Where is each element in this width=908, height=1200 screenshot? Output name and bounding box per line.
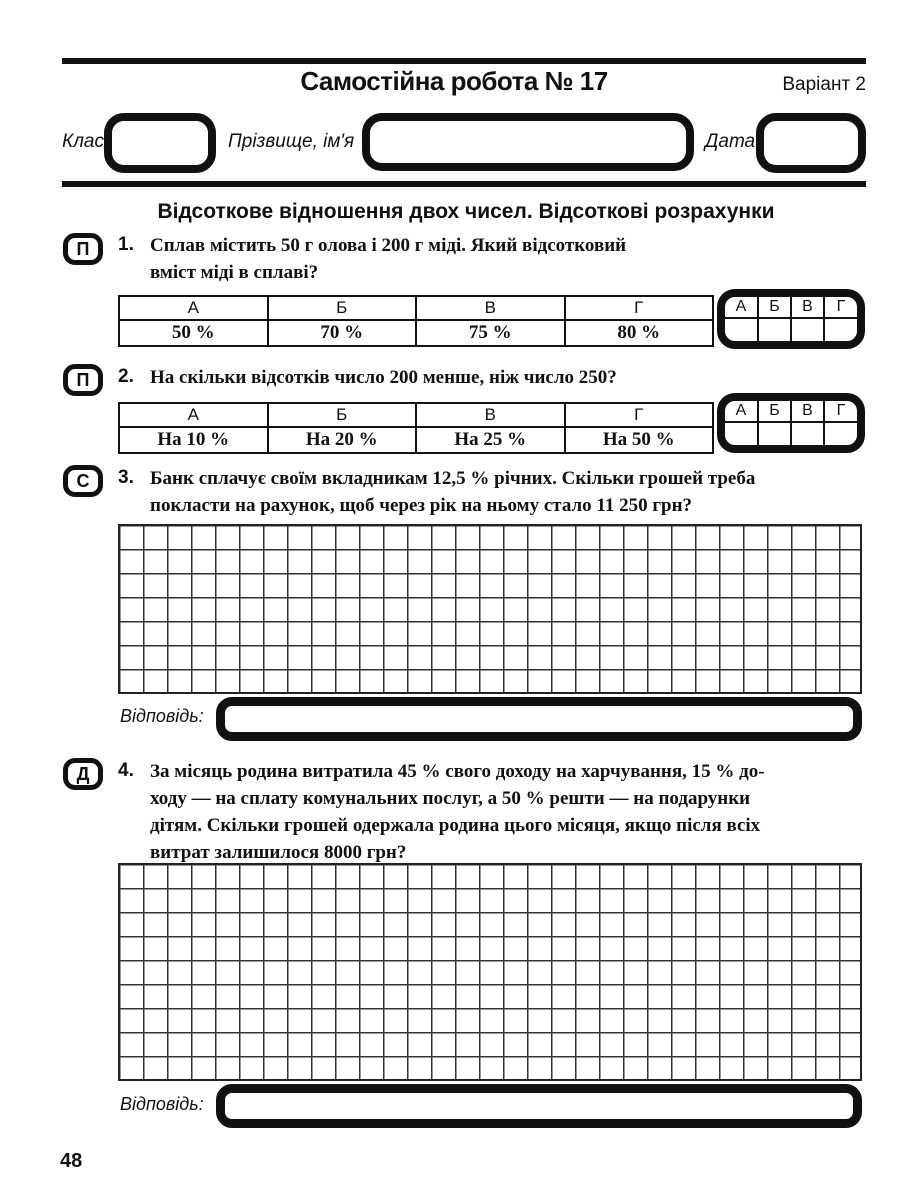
name-field[interactable] [362, 113, 694, 171]
option-letter: Б [268, 296, 417, 320]
answer-label: Відповідь: [120, 1094, 204, 1114]
option-value: На 20 % [268, 427, 417, 453]
answer-letter: В [791, 297, 824, 318]
class-label: Клас [62, 131, 104, 152]
class-field[interactable] [104, 113, 216, 173]
question-number: 3. [118, 467, 134, 488]
option-letter: Г [565, 403, 714, 427]
question-line: За місяць родина витратила 45 % свого доходу на харчування, 15 % до- [150, 761, 765, 782]
answer-cell-b[interactable] [758, 318, 791, 341]
option-letter: Б [268, 403, 417, 427]
work-grid[interactable] [118, 863, 862, 1081]
answer-letter: Б [758, 401, 791, 422]
question-line: витрат залишилося 8000 грн? [150, 842, 407, 863]
question-line: дітям. Скільки грошей одержала родина цього місяця, якщо після всіх [150, 815, 761, 836]
answer-label: Відповідь: [120, 706, 204, 726]
answer-grid-box [717, 393, 865, 453]
options-table [118, 295, 714, 347]
question-number: 4. [118, 760, 134, 781]
answer-grid-box [717, 289, 865, 349]
variant-label: Варіант 2 [782, 74, 866, 95]
answer-letter: Г [824, 297, 857, 318]
answer-letter: Б [758, 297, 791, 318]
question-line: покласти на рахунок, щоб через рік на ньому стало 11 250 грн? [150, 495, 693, 516]
answer-cell-b[interactable] [758, 422, 791, 445]
question-line: Сплав містить 50 г олова і 200 г міді. Який відсотковий [150, 235, 627, 256]
answer-field[interactable] [216, 1084, 862, 1128]
page-title: Самостійна робота № 17 [300, 66, 608, 96]
work-grid[interactable] [118, 524, 862, 694]
answer-cell-g[interactable] [824, 318, 857, 341]
option-letter: В [416, 403, 565, 427]
question-text [150, 758, 870, 866]
answer-cell-a[interactable] [725, 422, 758, 445]
question-number: 2. [118, 366, 134, 387]
answer-cell-v[interactable] [791, 318, 824, 341]
answer-cell-g[interactable] [824, 422, 857, 445]
topic-heading: Відсоткове відношення двох чисел. Відсоткові розрахунки [157, 200, 775, 223]
name-label: Прізвище, ім'я [228, 131, 355, 152]
question-text [150, 465, 755, 519]
option-value: На 10 % [119, 427, 268, 453]
option-value: 50 % [119, 320, 268, 346]
question-number: 1. [118, 234, 134, 255]
level-badge: П [63, 233, 103, 265]
answer-field[interactable] [216, 697, 862, 741]
option-letter: А [119, 296, 268, 320]
answer-letter: В [791, 401, 824, 422]
option-letter: Г [565, 296, 714, 320]
top-rule [62, 58, 866, 64]
bottom-rule [62, 181, 866, 187]
answer-letter: А [725, 297, 758, 318]
answer-cell-v[interactable] [791, 422, 824, 445]
option-letter: А [119, 403, 268, 427]
question-line: ходу — на сплату комунальних послуг, а 50 % решти — на подарунки [150, 788, 751, 809]
answer-letter: А [725, 401, 758, 422]
answer-letter: Г [824, 401, 857, 422]
option-value: 80 % [565, 320, 714, 346]
level-badge: Д [63, 758, 103, 790]
question-line: Банк сплачує своїм вкладникам 12,5 % річних. Скільки грошей треба [150, 468, 756, 489]
level-badge: П [63, 364, 103, 396]
answer-cell-a[interactable] [725, 318, 758, 341]
question-line: вміст міді в сплаві? [150, 262, 319, 283]
option-value: 75 % [416, 320, 565, 346]
question-text [150, 364, 617, 391]
question-line: На скільки відсотків число 200 менше, ніж число 250? [150, 367, 617, 388]
option-value: 70 % [268, 320, 417, 346]
option-value: На 25 % [416, 427, 565, 453]
date-label: Дата [705, 131, 756, 152]
option-letter: В [416, 296, 565, 320]
page-number: 48 [60, 1150, 83, 1172]
level-badge: С [63, 465, 103, 497]
option-value: На 50 % [565, 427, 714, 453]
options-table [118, 402, 714, 454]
question-text [150, 232, 626, 286]
date-field[interactable] [756, 113, 866, 173]
